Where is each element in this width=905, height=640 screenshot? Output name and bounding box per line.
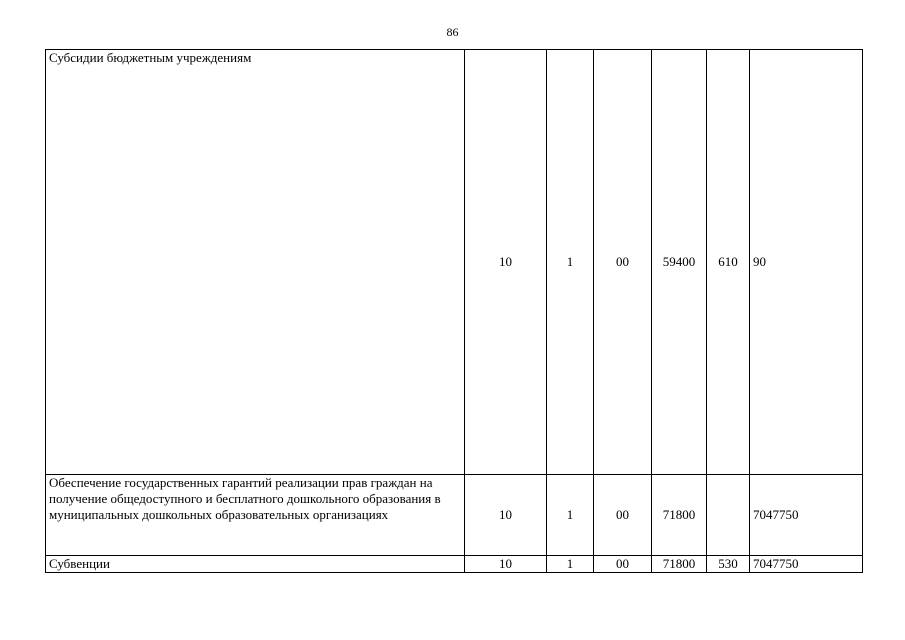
table-row: [46, 556, 863, 573]
section-code-cell: 10: [465, 50, 547, 475]
target-code-cell: 59400: [652, 50, 707, 475]
expense-type-cell: [707, 475, 750, 556]
table-row: [46, 50, 863, 475]
target-code-cell: 71800: [652, 475, 707, 556]
section-code-cell: 10: [465, 475, 547, 556]
expense-type-cell: 610: [707, 50, 750, 475]
amount-cell: 7047750: [750, 556, 863, 573]
subsection-code-cell: 1: [547, 556, 594, 573]
subsection-code-cell: 1: [547, 50, 594, 475]
row-name-cell: Субвенции: [46, 556, 465, 573]
expense-type-cell: 530: [707, 556, 750, 573]
amount-cell: 7047750: [750, 475, 863, 556]
program-code-cell: 00: [594, 475, 652, 556]
budget-table: [45, 49, 863, 573]
program-code-cell: 00: [594, 50, 652, 475]
target-code-cell: 71800: [652, 556, 707, 573]
row-name-cell: Субсидии бюджетным учреждениям: [46, 50, 465, 475]
subsection-code-cell: 1: [547, 475, 594, 556]
amount-cell: 90: [750, 50, 863, 475]
section-code-cell: 10: [465, 556, 547, 573]
row-name-cell: Обеспечение государственных гарантий реализации прав граждан на получение общедоступного и бесплатного дошкольного образования в муниципальных дошкольных образовательных организациях: [46, 475, 465, 556]
page-number: 86: [446, 25, 459, 39]
table-row: [46, 475, 863, 556]
program-code-cell: 00: [594, 556, 652, 573]
